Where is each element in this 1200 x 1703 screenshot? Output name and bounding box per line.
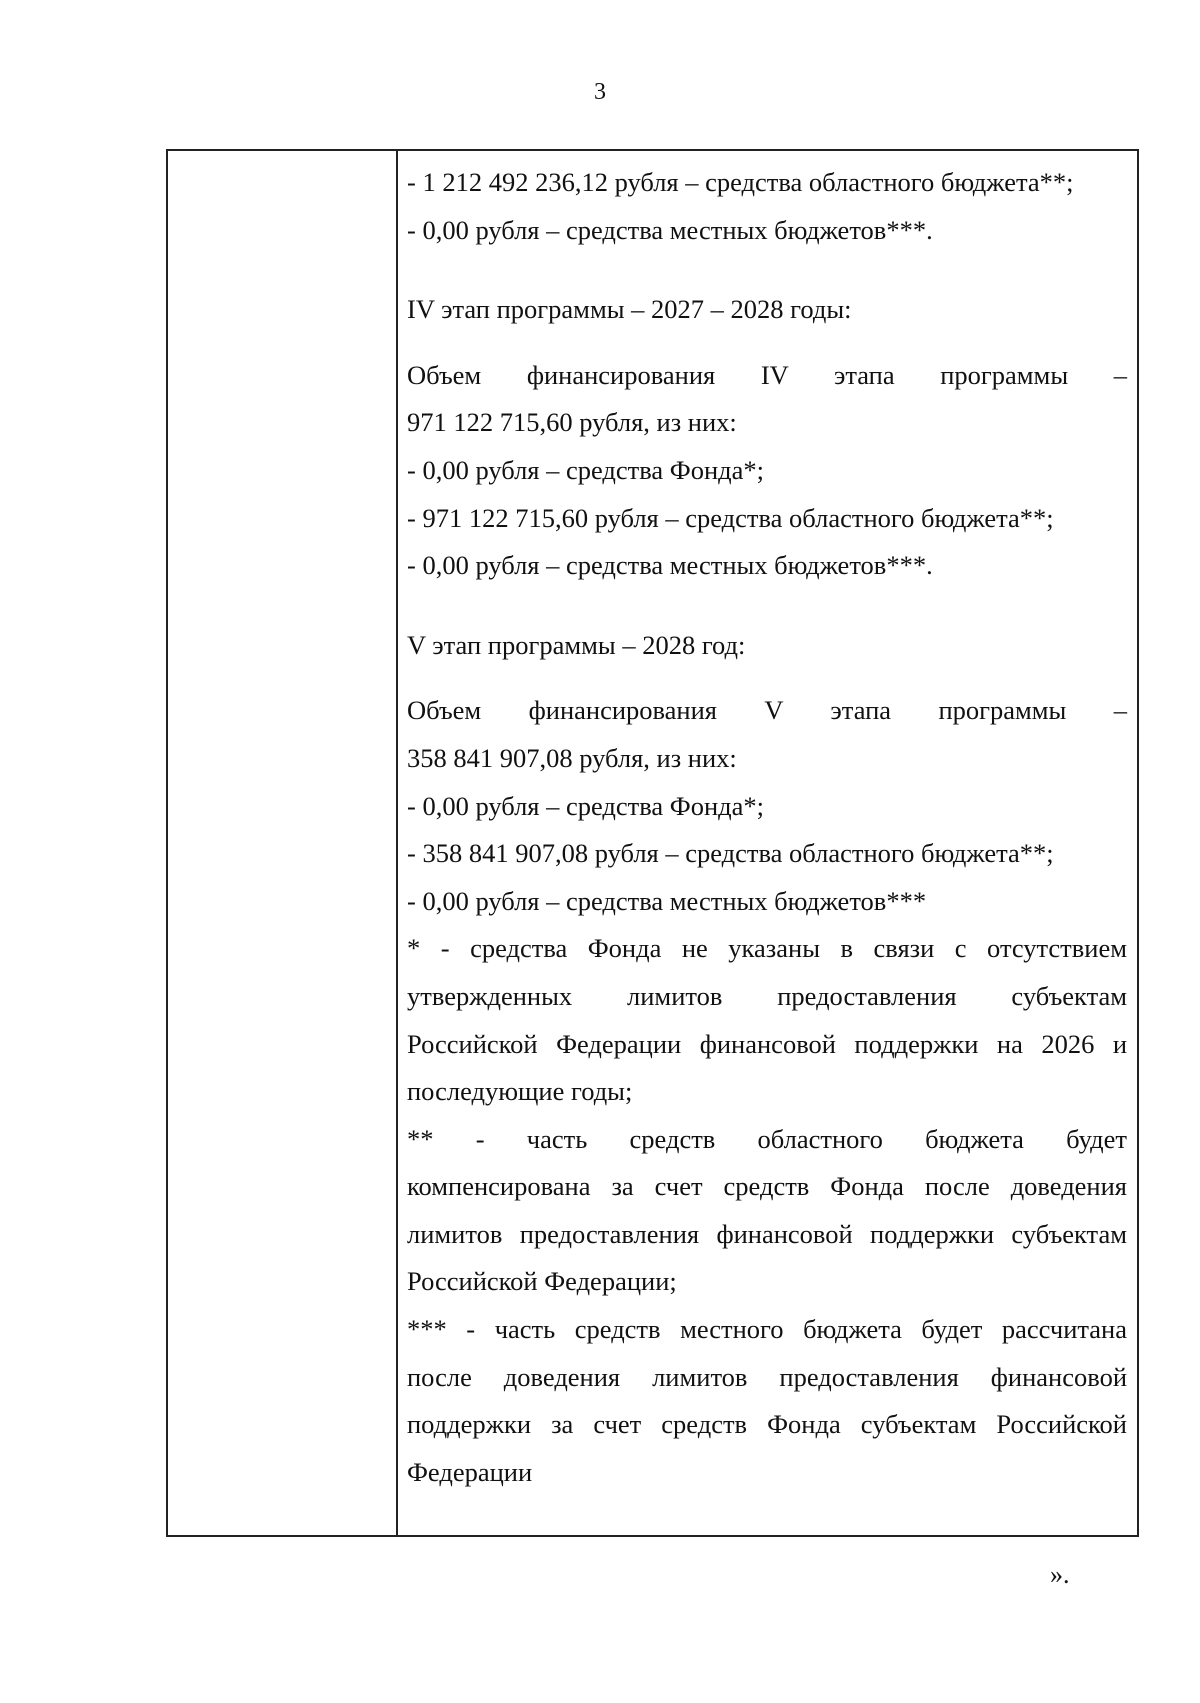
footnote-line: Российской Федерации; [407, 1266, 677, 1297]
footnote-line: * - средства Фонда не указаны в связи с отсутствием [407, 933, 1127, 964]
financing-cell [407, 159, 1127, 1496]
footnote-line: утвержденных лимитов предоставления субъектам [407, 980, 1127, 1011]
table-column-divider [396, 151, 398, 1535]
stage5-volume-amount: 358 841 907,08 рубля, из них: [407, 742, 737, 773]
footnote-line: последующие годы; [407, 1076, 633, 1107]
footnote-local-budget [407, 1306, 1127, 1496]
stage3-regional-budget-line: - 1 212 492 236,12 рубля – средства областного бюджета**; [407, 167, 1074, 197]
passport-table [166, 149, 1139, 1537]
stage5-local-budget-line: - 0,00 рубля – средства местных бюджетов*** [407, 885, 927, 916]
footnote-line: Федерации [407, 1456, 533, 1487]
stage4-regional-budget-line: - 971 122 715,60 рубля – средства областного бюджета**; [407, 502, 1054, 533]
footnote-fund [407, 925, 1127, 1115]
stage5-fund-line: - 0,00 рубля – средства Фонда*; [407, 790, 765, 821]
footnote-regional-budget [407, 1116, 1127, 1306]
stage4-volume-line: Объем финансирования IV этапа программы – [407, 359, 1127, 390]
stage4-heading: IV этап программы – 2027 – 2028 годы: [407, 294, 852, 325]
page-number: 3 [594, 79, 606, 105]
closing-quote-mark: ». [1050, 1560, 1070, 1589]
footnote-line: поддержки за счет средств Фонда субъектам Российской [407, 1409, 1127, 1440]
stage4-local-budget-line: - 0,00 рубля – средства местных бюджетов***. [407, 550, 933, 581]
stage3-local-budget-line: - 0,00 рубля – средства местных бюджетов***. [407, 214, 933, 245]
stage5-regional-budget-line: - 358 841 907,08 рубля – средства областного бюджета**; [407, 838, 1054, 869]
footnote-line: лимитов предоставления финансовой поддержки субъектам [407, 1218, 1127, 1249]
footnote-line: Российской Федерации финансовой поддержки на 2026 и [407, 1028, 1127, 1059]
footnote-line: ** - часть средств областного бюджета будет [407, 1123, 1127, 1154]
stage4-fund-line: - 0,00 рубля – средства Фонда*; [407, 454, 765, 485]
stage4-volume-amount: 971 122 715,60 рубля, из них: [407, 407, 737, 438]
stage5-volume-line: Объем финансирования V этапа программы – [407, 695, 1127, 726]
footnote-line: *** - часть средств местного бюджета будет рассчитана [407, 1314, 1127, 1345]
footnote-line: после доведения лимитов предоставления финансовой [407, 1361, 1127, 1392]
footnote-line: компенсирована за счет средств Фонда после доведения [407, 1171, 1127, 1202]
stage5-heading: V этап программы – 2028 год: [407, 629, 746, 660]
